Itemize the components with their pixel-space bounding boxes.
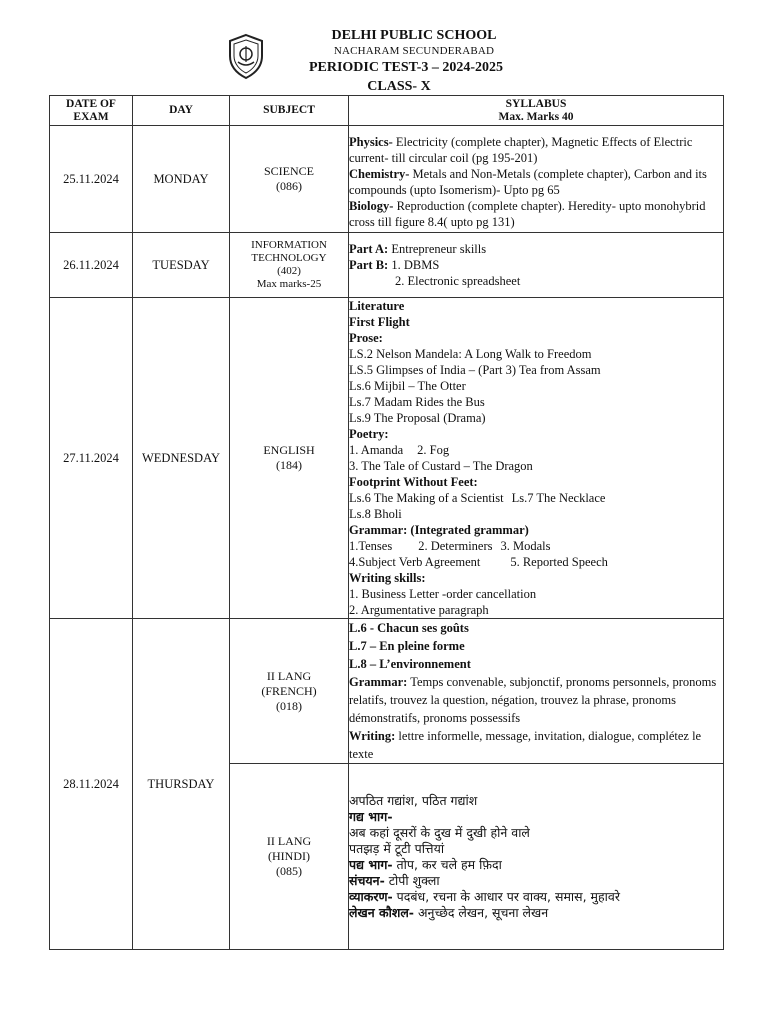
subject-code: (402) xyxy=(277,265,301,277)
part-b-item-2: 2. Electronic spreadsheet xyxy=(395,274,521,288)
table-header-row xyxy=(50,96,724,126)
footprint-line-1 xyxy=(349,490,723,506)
subject-name-line2: TECHNOLOGY xyxy=(251,252,327,264)
list-item: अब कहां दूसरों के दुख में दुखी होने वाले xyxy=(349,824,530,840)
hindi-vyakaran xyxy=(349,889,723,905)
subject-cell xyxy=(230,126,349,233)
footprint-heading: Footprint Without Feet: xyxy=(349,475,478,489)
part-a-text: Entrepreneur skills xyxy=(388,242,487,256)
list-item: 1.Tenses xyxy=(349,539,393,553)
biology-label: Biology- xyxy=(349,199,394,213)
exam-day: WEDNESDAY xyxy=(133,298,230,619)
list-item: Ls.7 Madam Rides the Bus xyxy=(349,395,485,409)
poetry-heading: Poetry: xyxy=(349,427,389,441)
subject-name-line2: (HINDI) xyxy=(268,849,310,863)
subject-cell xyxy=(230,233,349,298)
subject-code: (085) xyxy=(276,864,302,878)
list-item: Ls.9 The Proposal (Drama) xyxy=(349,411,486,425)
syllabus-table xyxy=(49,95,724,950)
syllabus-header-label: SYLLABUS xyxy=(505,97,567,110)
physics-label: Physics- xyxy=(349,135,393,149)
syllabus-cell xyxy=(349,233,724,298)
grammar-line-2 xyxy=(349,554,723,570)
list-item: 1. Business Letter -order cancellation xyxy=(349,587,537,601)
list-item: 4.Subject Verb Agreement xyxy=(349,555,481,569)
max-marks-label: Max. Marks 40 xyxy=(498,110,574,123)
hindi-lekhan-label: लेखन कौशल- xyxy=(349,904,414,920)
subject-column-header: SUBJECT xyxy=(230,96,349,126)
exam-day: MONDAY xyxy=(133,126,230,233)
list-item: 1. Amanda xyxy=(349,443,404,457)
hindi-vyakaran-text: पदबंध, रचना के आधार पर वाक्य, समास, मुहावरे xyxy=(392,888,620,904)
hindi-gadya-heading: गद्य भाग- xyxy=(349,808,393,824)
french-grammar xyxy=(349,673,723,727)
hindi-padya-label: पद्य भाग- xyxy=(349,856,393,872)
subject-name-line1: II LANG xyxy=(266,834,312,848)
french-writing-label: Writing: xyxy=(349,729,396,743)
part-b-label: Part B: xyxy=(349,258,389,272)
first-flight-heading: First Flight xyxy=(349,315,410,329)
syllabus-cell xyxy=(349,298,724,619)
french-writing-text: lettre informelle, message, invitation, dialogue, complétez le texte xyxy=(349,729,702,761)
subject-cell xyxy=(230,619,349,764)
hindi-lekhan-text: अनुच्छेद लेखन, सूचना लेखन xyxy=(414,904,549,920)
subject-name-line1: INFORMATION xyxy=(251,239,327,251)
subject-code: (018) xyxy=(276,698,302,713)
subject-code: (086) xyxy=(276,179,302,193)
part-a xyxy=(349,241,723,257)
prose-heading: Prose: xyxy=(349,331,383,345)
school-location: NACHARAM SECUNDERABAD xyxy=(333,45,495,57)
exam-date: 25.11.2024 xyxy=(50,126,133,233)
part-b xyxy=(349,257,723,273)
class-title: CLASS- X xyxy=(367,79,431,94)
subject-cell xyxy=(230,298,349,619)
test-title: PERIODIC TEST-3 – 2024-2025 xyxy=(308,60,504,75)
table-row xyxy=(50,298,724,619)
grammar-heading: Grammar: (Integrated grammar) xyxy=(349,523,529,537)
subject-code: (184) xyxy=(276,458,302,472)
french-grammar-label: Grammar: xyxy=(349,675,408,689)
physics-text: Electricity (complete chapter), Magnetic Effects of Electric current- till circular coil (pg 195-201) xyxy=(349,135,693,165)
syllabus-cell xyxy=(349,764,724,950)
document-header xyxy=(0,28,768,98)
list-item: Ls.6 The Making of a Scientist xyxy=(349,491,504,505)
writing-heading: Writing skills: xyxy=(349,571,426,585)
table-row xyxy=(50,619,724,764)
list-item: 2. Fog xyxy=(417,443,450,457)
part-a-label: Part A: xyxy=(349,242,389,256)
exam-date: 28.11.2024 xyxy=(50,619,133,950)
hindi-vyakaran-label: व्याकरण- xyxy=(349,888,393,904)
hindi-padya-text: तोप, कर चले हम फ़िदा xyxy=(392,856,502,872)
subject-name-line1: II LANG xyxy=(266,668,312,683)
exam-day: THURSDAY xyxy=(133,619,230,950)
table-row xyxy=(50,233,724,298)
subject-cell xyxy=(230,764,349,950)
chemistry-label: Chemistry- xyxy=(349,167,410,181)
list-item: Ls.8 Bholi xyxy=(349,507,402,521)
french-writing xyxy=(349,727,723,763)
subject-name: ENGLISH xyxy=(263,443,315,457)
hindi-sanchayan xyxy=(349,873,723,889)
literature-heading: Literature xyxy=(349,299,405,313)
school-name: DELHI PUBLIC SCHOOL xyxy=(331,28,497,43)
exam-day: TUESDAY xyxy=(133,233,230,298)
chemistry-syllabus xyxy=(349,166,723,198)
subject-name-line2: (FRENCH) xyxy=(261,683,317,698)
list-item: Ls.6 Mijbil – The Otter xyxy=(349,379,466,393)
exam-date: 26.11.2024 xyxy=(50,233,133,298)
physics-syllabus xyxy=(349,134,723,166)
chemistry-text: Metals and Non-Metals (complete chapter), Carbon and its compounds (upto Isomerism)- Upto pg 65 xyxy=(349,167,707,197)
biology-text: Reproduction (complete chapter). Heredity- upto monohybrid cross till figure 8.4( upto pg 131) xyxy=(349,199,706,229)
hindi-line-1: अपठित गद्यांश, पठित गद्यांश xyxy=(349,792,478,808)
list-item: 5. Reported Speech xyxy=(510,555,608,569)
list-item: पतझड़ में टूटी पत्तियां xyxy=(349,840,445,856)
hindi-padya xyxy=(349,857,723,873)
table-row xyxy=(50,126,724,233)
french-lesson-8: L.8 – L’environnement xyxy=(349,657,471,671)
list-item: LS.5 Glimpses of India – (Part 3) Tea from Assam xyxy=(349,363,601,377)
list-item: 2. Determiners xyxy=(418,539,493,553)
subject-name: SCIENCE xyxy=(263,164,314,178)
subject-max-marks: Max marks-25 xyxy=(256,278,322,290)
exam-date: 27.11.2024 xyxy=(50,298,133,619)
list-item: LS.2 Nelson Mandela: A Long Walk to Freedom xyxy=(349,347,592,361)
grammar-line-1 xyxy=(349,538,723,554)
part-b-text: 1. DBMS xyxy=(388,258,440,272)
hindi-sanchayan-text: टोपी शुक्ला xyxy=(384,872,440,888)
date-column-header: DATE OF EXAM xyxy=(50,96,133,126)
syllabus-cell xyxy=(349,126,724,233)
french-lesson-7: L.7 – En pleine forme xyxy=(349,639,465,653)
list-item: 2. Argumentative paragraph xyxy=(349,603,489,617)
day-column-header: DAY xyxy=(133,96,230,126)
french-grammar-text: Temps convenable, subjonctif, pronoms personnels, pronoms relatifs, trouvez la question, négation, trouvez la phrase, pronoms démonstratifs, pronoms possessifs xyxy=(349,675,717,725)
biology-syllabus xyxy=(349,198,723,230)
list-item: Ls.7 The Necklace xyxy=(511,491,606,505)
poetry-line-1 xyxy=(349,442,723,458)
syllabus-column-header xyxy=(349,96,724,126)
syllabus-cell xyxy=(349,619,724,764)
french-lesson-6: L.6 - Chacun ses goûts xyxy=(349,621,469,635)
hindi-sanchayan-label: संचयन- xyxy=(349,872,385,888)
hindi-lekhan xyxy=(349,905,723,921)
list-item: 3. Modals xyxy=(500,539,551,553)
list-item: 3. The Tale of Custard – The Dragon xyxy=(349,459,533,473)
